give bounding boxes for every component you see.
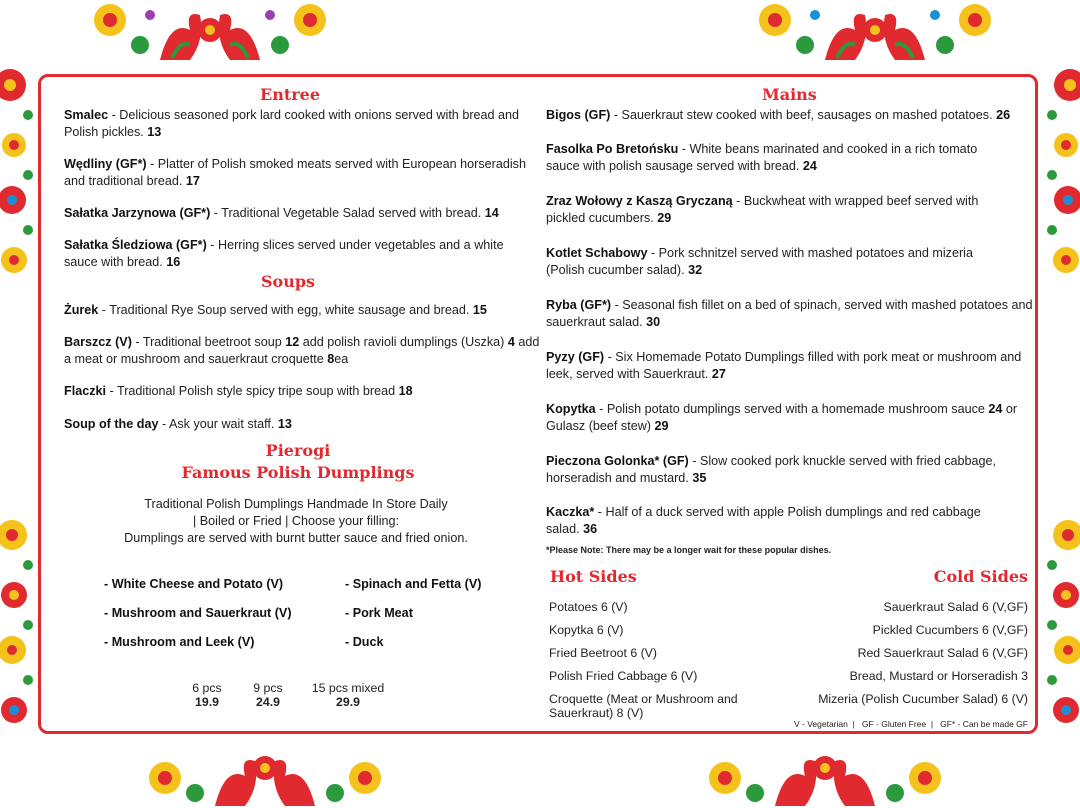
folk-art-left-bottom-icon <box>0 510 36 740</box>
folk-art-right-bottom-icon <box>1044 510 1080 740</box>
pierogi-intro: Traditional Polish Dumplings Handmade In Store Daily | Boiled or Fried | Choose your filling: Dumplings are served with burnt butter sauce and fried onion. <box>124 497 468 545</box>
pierogi-heading: Pierogi <box>265 441 331 460</box>
pierogi-size: 15 pcs mixed 29.9 <box>311 681 385 709</box>
filling-option: - Duck <box>345 635 384 649</box>
filling-option: - Mushroom and Leek (V) <box>104 635 255 649</box>
entree-item: Wędliny (GF*) - Platter of Polish smoked meats served with European horseradish and traditional bread. 17 <box>64 157 526 188</box>
folk-art-bottom-left-icon <box>145 738 385 808</box>
mains-item: Kotlet Schabowy - Pork schnitzel served with mashed potatoes and mizeria (Polish cucumber salad). 32 <box>546 246 973 277</box>
soup-item: Barszcz (V) - Traditional beetroot soup 12 add polish ravioli dumplings (Uszka) 4 add a meat or mushroom and sauerkraut croquette 8ea <box>64 335 540 366</box>
hot-side-item: Fried Beetroot 6 (V) <box>549 646 657 660</box>
pierogi-size: 9 pcs 24.9 <box>253 681 283 709</box>
cold-side-item: Mizeria (Polish Cucumber Salad) 6 (V) <box>818 692 1028 706</box>
entree-item: Sałatka Jarzynowa (GF*) - Traditional Vegetable Salad served with bread. 14 <box>64 206 499 220</box>
soup-item: Soup of the day - Ask your wait staff. 13 <box>64 417 292 431</box>
mains-item: Pieczona Golonka* (GF) - Slow cooked pork knuckle served with fried cabbage, horseradish and mustard. 35 <box>546 454 997 485</box>
cold-side-item: Pickled Cucumbers 6 (V,GF) <box>872 623 1028 637</box>
hot-side-item: Polish Fried Cabbage 6 (V) <box>549 669 698 683</box>
mains-note: *Please Note: There may be a longer wait for these popular dishes. <box>546 545 832 555</box>
soup-item: Żurek - Traditional Rye Soup served with egg, white sausage and bread. 15 <box>64 303 487 317</box>
entree-heading: Entree <box>260 85 321 104</box>
entree-item: Smalec - Delicious seasoned pork lard cooked with onions served with bread and Polish pickles. 13 <box>64 108 520 139</box>
mains-item: Ryba (GF*) - Seasonal fish fillet on a bed of spinach, served with mashed potatoes and sauerkraut salad. 30 <box>546 298 1033 329</box>
filling-option: - Mushroom and Sauerkraut (V) <box>104 606 292 620</box>
pierogi-subheading: Famous Polish Dumplings <box>181 463 415 482</box>
folk-art-top-right-icon <box>755 0 995 70</box>
folk-art-bottom-right-icon <box>705 738 945 808</box>
hot-sides-heading: Hot Sides <box>550 567 637 586</box>
soups-heading: Soups <box>261 272 316 291</box>
hot-side-item: Potatoes 6 (V) <box>549 600 628 614</box>
pierogi-size: 6 pcs 19.9 <box>192 681 222 709</box>
mains-item: Zraz Wołowy z Kaszą Gryczaną - Buckwheat with wrapped beef served with pickled cucumbers. 29 <box>546 194 979 225</box>
mains-heading: Mains <box>762 85 817 104</box>
folk-art-left-top-icon <box>0 60 36 290</box>
entree-item: Sałatka Śledziowa (GF*) - Herring slices served under vegetables and a white sauce with bread. 16 <box>64 238 504 269</box>
mains-item: Kopytka - Polish potato dumplings served with a homemade mushroom sauce 24 or Gulasz (beef stew) 29 <box>546 402 1018 433</box>
mains-item: Fasolka Po Bretońsku - White beans marinated and cooked in a rich tomato sauce with polish sausage served with bread. 24 <box>546 142 978 173</box>
soup-item: Flaczki - Traditional Polish style spicy tripe soup with bread 18 <box>64 384 413 398</box>
mains-item: Pyzy (GF) - Six Homemade Potato Dumplings filled with pork meat or mushroom and leek, served with Sauerkraut. 27 <box>546 350 1022 381</box>
dietary-legend: V - Vegetarian | GF - Gluten Free | GF* - Can be made GF <box>793 719 1028 729</box>
mains-item: Kaczka* - Half of a duck served with apple Polish dumplings and red cabbage salad. 36 <box>546 505 981 536</box>
filling-option: - Pork Meat <box>345 606 413 620</box>
hot-side-item: Kopytka 6 (V) <box>549 623 624 637</box>
cold-side-item: Sauerkraut Salad 6 (V,GF) <box>883 600 1028 614</box>
cold-side-item: Red Sauerkraut Salad 6 (V,GF) <box>857 646 1028 660</box>
filling-option: - Spinach and Fetta (V) <box>345 577 482 591</box>
hot-side-item: Croquette (Meat or Mushroom and Sauerkraut) 8 (V) <box>549 692 738 720</box>
cold-side-item: Bread, Mustard or Horseradish 3 <box>849 669 1028 683</box>
filling-option: - White Cheese and Potato (V) <box>104 577 284 591</box>
folk-art-right-top-icon <box>1044 60 1080 290</box>
cold-sides-heading: Cold Sides <box>933 567 1028 586</box>
mains-item: Bigos (GF) - Sauerkraut stew cooked with beef, sausages on mashed potatoes. 26 <box>546 108 1011 122</box>
folk-art-top-left-icon <box>90 0 330 70</box>
